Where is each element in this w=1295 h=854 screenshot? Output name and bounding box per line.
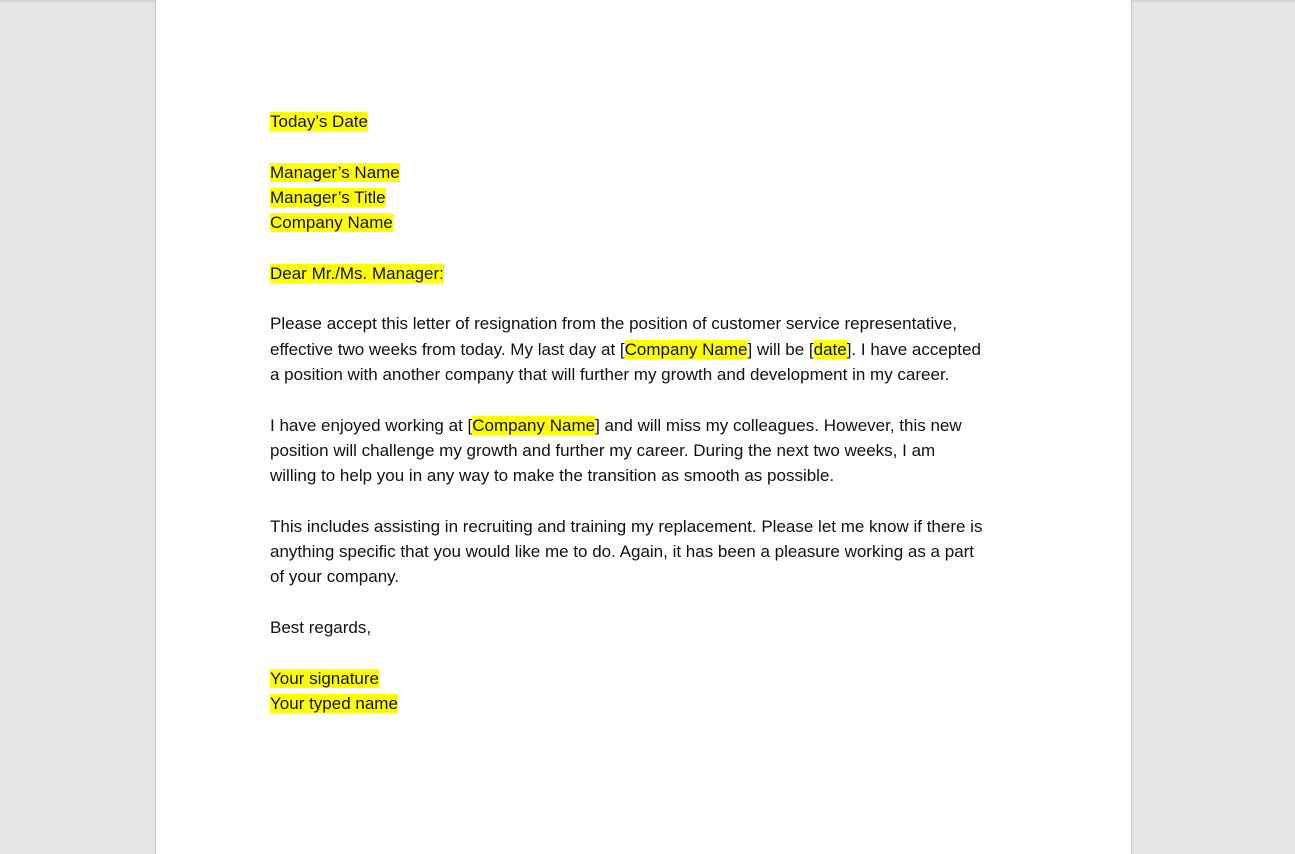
date-line	[270, 109, 1020, 134]
paragraph-3-line-2	[270, 539, 1020, 564]
paragraph-3-text: anything specific that you would like me to do. Again, it has been a pleasure working as a part	[270, 542, 975, 562]
manager-name-line	[270, 160, 1020, 185]
signature-line	[270, 666, 1020, 691]
blank-line	[270, 590, 1020, 615]
blank-line	[270, 640, 1020, 665]
salutation-line	[270, 261, 1020, 286]
company-name-placeholder: Company Name	[624, 339, 748, 359]
company-name-placeholder: Company Name	[472, 415, 596, 435]
blank-line	[270, 286, 1020, 311]
paragraph-2-line-1	[270, 413, 1020, 438]
blank-line	[270, 134, 1020, 159]
paragraph-3-line-1	[270, 514, 1020, 539]
typed-name-line	[270, 691, 1020, 716]
paragraph-1-text: ]. I have accepted	[846, 339, 981, 359]
paragraph-2-text: I have enjoyed working at [	[270, 415, 473, 435]
paragraph-1-text: Please accept this letter of resignation from the position of customer service representative,	[270, 314, 957, 334]
paragraph-3-line-3	[270, 564, 1020, 589]
paragraph-3-text: of your company.	[270, 567, 400, 587]
blank-line	[270, 488, 1020, 513]
paragraph-2-line-2	[270, 438, 1020, 463]
signature-placeholder: Your signature	[270, 668, 380, 688]
blank-line	[270, 235, 1020, 260]
paragraph-1-text: effective two weeks from today. My last day at [	[270, 339, 625, 359]
paragraph-1-line-2	[270, 337, 1020, 362]
closing-text: Best regards,	[270, 617, 372, 637]
date-inline-placeholder: date	[813, 339, 847, 359]
letter-body[interactable]	[270, 109, 1020, 716]
paragraph-1-text: a position with another company that will further my growth and development in my career.	[270, 364, 950, 384]
typed-name-placeholder: Your typed name	[270, 693, 398, 713]
paragraph-1-line-3	[270, 362, 1020, 387]
date-placeholder: Today’s Date	[270, 112, 368, 131]
company-placeholder: Company Name	[270, 213, 393, 233]
paragraph-1-line-1	[270, 311, 1020, 336]
paragraph-1-text: ] will be [	[747, 339, 814, 359]
manager-title-line	[270, 185, 1020, 210]
paragraph-2-text: ] and will miss my colleagues. However, this new	[595, 415, 962, 435]
blank-line	[270, 387, 1020, 412]
paragraph-3-text: This includes assisting in recruiting and training my replacement. Please let me know if there is	[270, 516, 983, 536]
paragraph-2-text: position will challenge my growth and further my career. During the next two weeks, I am	[270, 440, 936, 460]
manager-title-placeholder: Manager’s Title	[270, 187, 386, 207]
paragraph-2-text: willing to help you in any way to make the transition as smooth as possible.	[270, 466, 835, 486]
manager-name-placeholder: Manager’s Name	[270, 162, 400, 182]
paragraph-2-line-3	[270, 463, 1020, 488]
salutation-placeholder: Dear Mr./Ms. Manager:	[270, 263, 444, 283]
document-page[interactable]	[155, 0, 1132, 854]
company-line	[270, 210, 1020, 235]
closing-line	[270, 615, 1020, 640]
